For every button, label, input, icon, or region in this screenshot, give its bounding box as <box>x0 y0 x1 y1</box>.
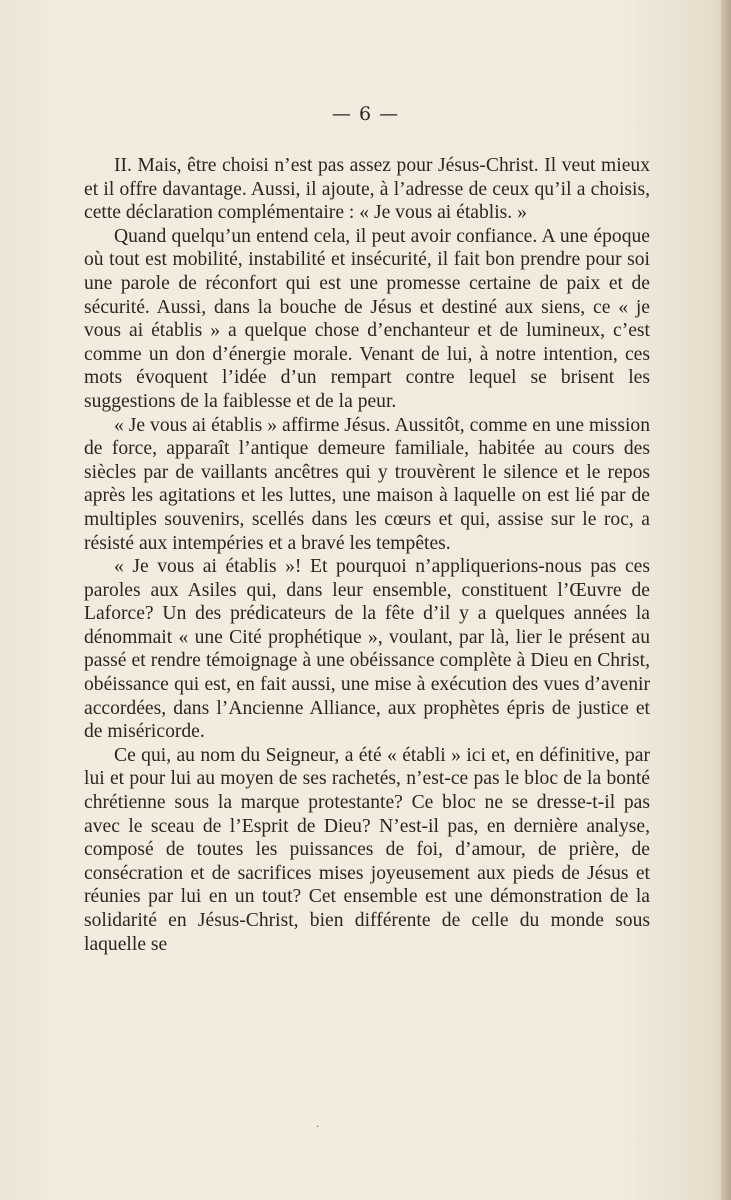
paragraph-2: Quand quelqu’un entend cela, il peut avoir confiance. A une époque où tout est mobilité, instabilité et insécurité, il fait bon prendre pour soi une parole de réconfort qui est une promesse certaine de paix et de sécurité. Aussi, dans la bouche de Jésus et destiné aux siens, ce « je vous ai établis » a quelque chose d’enchanteur et de lumineux, c’est comme un don d’énergie morale. Venant de lui, à notre intention, ces mots évoquent l’idée d’un rempart contre lequel se brisent les suggestions de la faiblesse et de la peur. <box>84 225 650 412</box>
paragraph-4: « Je vous ai établis »! Et pourquoi n’appliquerions-nous pas ces paroles aux Asiles qui, dans leur ensemble, constituent l’Œuvre de Laforce? Un des prédicateurs de la fête d’il y a quelques années la dénommait « une Cité prophétique », voulant, par là, lier le présent au passé et rendre témoignage à une obéissance complète à Dieu en Christ, obéissance qui est, en fait aussi, une mise à exécution des vues d’avenir accordées, dans l’Ancienne Alliance, aux prophètes épris de justice et de miséricorde. <box>84 556 650 743</box>
footer-mark: · <box>316 1122 320 1133</box>
paragraph-1: II. Mais, être choisi n’est pas assez pour Jésus-Christ. Il veut mieux et il offre davantage. Aussi, il ajoute, à l’adresse de ceux qu’il a choisis, cette déclaration complémentaire : « Je vous ai établis. » <box>84 155 650 224</box>
body-text <box>84 154 650 956</box>
paragraph-3: « Je vous ai établis » affirme Jésus. Aussitôt, comme en une mission de force, apparaît l’antique demeure familiale, habitée au cours des siècles par de vaillants ancêtres qui y trouvèrent le silence et le repos après les agitations et les luttes, une maison à laquelle on est lié par de multiples souvenirs, scellés dans les cœurs et qui, assise sur le roc, a résisté aux intempéries et a bravé les tempêtes. <box>84 414 650 554</box>
page-edge <box>721 0 731 1200</box>
page-number: — 6 — <box>331 103 400 125</box>
paragraph-5: Ce qui, au nom du Seigneur, a été « établi » ici et, en définitive, par lui et pour lui au moyen de ses rachetés, n’est-ce pas le bloc de la bonté chrétienne sous la marque protestante? Ce bloc ne se dresse-t-il pas avec le sceau de l’Esprit de Dieu? N’est-il pas, en dernière analyse, composé de toutes les puissances de foi, d’amour, de prière, de consécration et de sacrifices mises joyeusement aux pieds de Jésus et réunies par lui en un tout? Cet ensemble est une démonstration de la solidarité en Jésus-Christ, bien différente de celle du monde sous laquelle se <box>84 744 650 955</box>
